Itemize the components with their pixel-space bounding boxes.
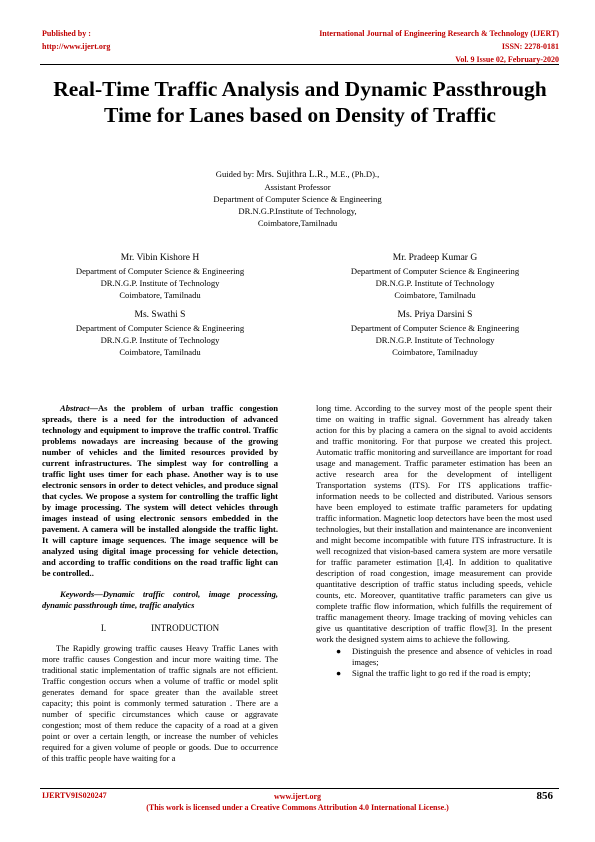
intro-continuation: long time. According to the survey most of the people spent their time on waiting in traffic signal. Government has already taken action for this by placing a camera on the signal to avoid accidents and traffic monitoring. For that purpose we created this project. Automatic traffic monitoring and surveillance are important for road usage and management. Traffic parameter estimation has been an active research area for the development of intelligent Transportation systems (ITS). For ITS applications traffic-information needs to be collected and distributed. Various sensors have been employed to estimate traffic parameters for updating traffic information. Magnetic loop detectors have been the most used technologies, but their installation and maintenance are inconvenient and might become incompatible with future ITS infrastructure. It is well recognized that vision-based camera system are more versatile for traffic parameter estimation [l,4]. In addition to qualitative description of road congestion, image measurement can provide quantitative description of traffic status including speeds, vehicle counts, etc. Moreover, quantitative traffic parameters can give us complete traffic flow information, which fulfills the requirement of traffic management theory. Image tracking of moving vehicles can give us quantitative description of traffic flow[3]. In the present work the designed system aims to achieve the following. [316,403,552,644]
author-name: Mr. Pradeep Kumar G [392,253,478,263]
author-dept: Department of Computer Science & Engineering [75,323,245,333]
bullet-icon: ● [336,668,342,678]
author-block [310,251,560,301]
author-dept: Department of Computer Science & Engineering [350,266,520,276]
paper-title: Real-Time Traffic Analysis and Dynamic Passthrough Time for Lanes based on Density of Traffic [53,77,547,127]
guide-prefix: Guided by: [215,169,255,179]
guide-degree: M.E., (Ph.D)., [330,169,380,179]
left-column [42,403,278,764]
journal-issue: Vol. 9 Issue 02, February-2020 [455,55,559,64]
footer-divider [40,788,559,789]
footer-url[interactable]: www.ijert.org [273,792,322,801]
list-item-text: Distinguish the presence and absence of vehicles in road images; [352,646,552,667]
author-dept: Department of Computer Science & Engineering [350,323,520,333]
publisher-label: Published by : [42,29,91,38]
journal-header [319,27,559,66]
author-loc: Coimbatore, Tamilnadu [394,290,476,300]
section-number: I. [100,623,107,633]
author-inst: DR.N.G.P. Institute of Technology [100,278,220,288]
section-heading [42,623,278,634]
abstract-label: Abstract— [60,403,98,413]
guide-line: DR.N.G.P.Institute of Technology, [238,206,357,216]
guide-line: Assistant Professor [264,182,331,192]
intro-paragraph: The Rapidly growing traffic causes Heavy Traffic Lanes with more traffic causes Congestion and incur more waiting time. The traditional static implementation of traffic signals are not efficient. Traffic congestion occurs when a volume of traffic or model split generates demand for space greater than the available street capacity; this point is commonly termed saturation . There are a number of specific circumstances which cause or aggravate congestion; most of them reduce the capacity of a road at a given point or over a certain length, or increase the number of vehicles required for a given volume of people or goods. Due to occurrence of this traffic people have waiting for a [42,643,278,763]
section-title: INTRODUCTION [151,623,220,633]
publisher-header [42,27,110,53]
author-inst: DR.N.G.P. Institute of Technology [100,335,220,345]
journal-name: International Journal of Engineering Research & Technology (IJERT) [319,29,559,38]
author-block [35,251,285,301]
right-column [316,403,552,679]
abstract-text: As the problem of urban traffic congestion spreads, there is a need for the introduction of advanced technology and equipment to improve the traffic control. Traffic problems nowadays are increasing because of the growing number of vehicles and the limited resources provided by current infrastructures. The simplest way for controlling a traffic light uses timer for each phase. Another way is to use electronic sensors in order to detect vehicles, and produce signal that cycles. We propose a system for controlling the traffic light by image processing. The system will detect vehicles through images instead of using electronic sensors embedded in the pavement. A camera will be installed alongside the traffic light. It will capture image sequences. The image sequence will be analyzed using digital image processing for vehicle detection, and according to traffic conditions on the road traffic light can be controlled.. [42,403,278,578]
list-item [316,668,552,679]
paper-id: IJERTV9IS020247 [42,791,107,800]
abstract [42,403,278,579]
author-inst: DR.N.G.P. Institute of Technology [375,335,495,345]
guide-line: Department of Computer Science & Engineering [213,194,382,204]
guide-name: Mrs. Sujithra L.R., [256,170,329,180]
guide-line: Coimbatore,Tamilnadu [257,218,338,228]
header-divider [40,64,559,65]
bullet-icon: ● [336,646,342,656]
author-loc: Coimbatore, Tamilnadu [119,290,201,300]
author-inst: DR.N.G.P. Institute of Technology [375,278,495,288]
page-number: 856 [536,790,553,802]
journal-issn: ISSN: 2278-0181 [501,42,559,51]
author-loc: Coimbatore, Tamilnaduy [392,347,478,357]
author-name: Mr. Vibin Kishore H [120,253,200,263]
author-name: Ms. Swathi S [134,310,186,320]
license-note: (This work is licensed under a Creative Commons Attribution 4.0 International License.) [146,803,449,812]
publisher-url[interactable]: http://www.ijert.org [42,42,111,51]
list-item-text: Signal the traffic light to go red if the road is empty; [352,668,531,678]
author-dept: Department of Computer Science & Engineering [75,266,245,276]
goal-list [316,646,552,679]
author-name: Ms. Priya Darsini S [397,310,473,320]
keywords-text: Dynamic traffic control, image processing, dynamic passthrough time, traffic analytics [42,589,278,610]
keywords [42,589,278,611]
author-block [35,308,285,358]
footer-center [0,791,595,813]
guide-block [100,168,495,229]
author-block [310,308,560,358]
author-loc: Coimbatore, Tamilnadu [119,347,201,357]
list-item [316,646,552,668]
keywords-label: Keywords— [60,589,103,599]
